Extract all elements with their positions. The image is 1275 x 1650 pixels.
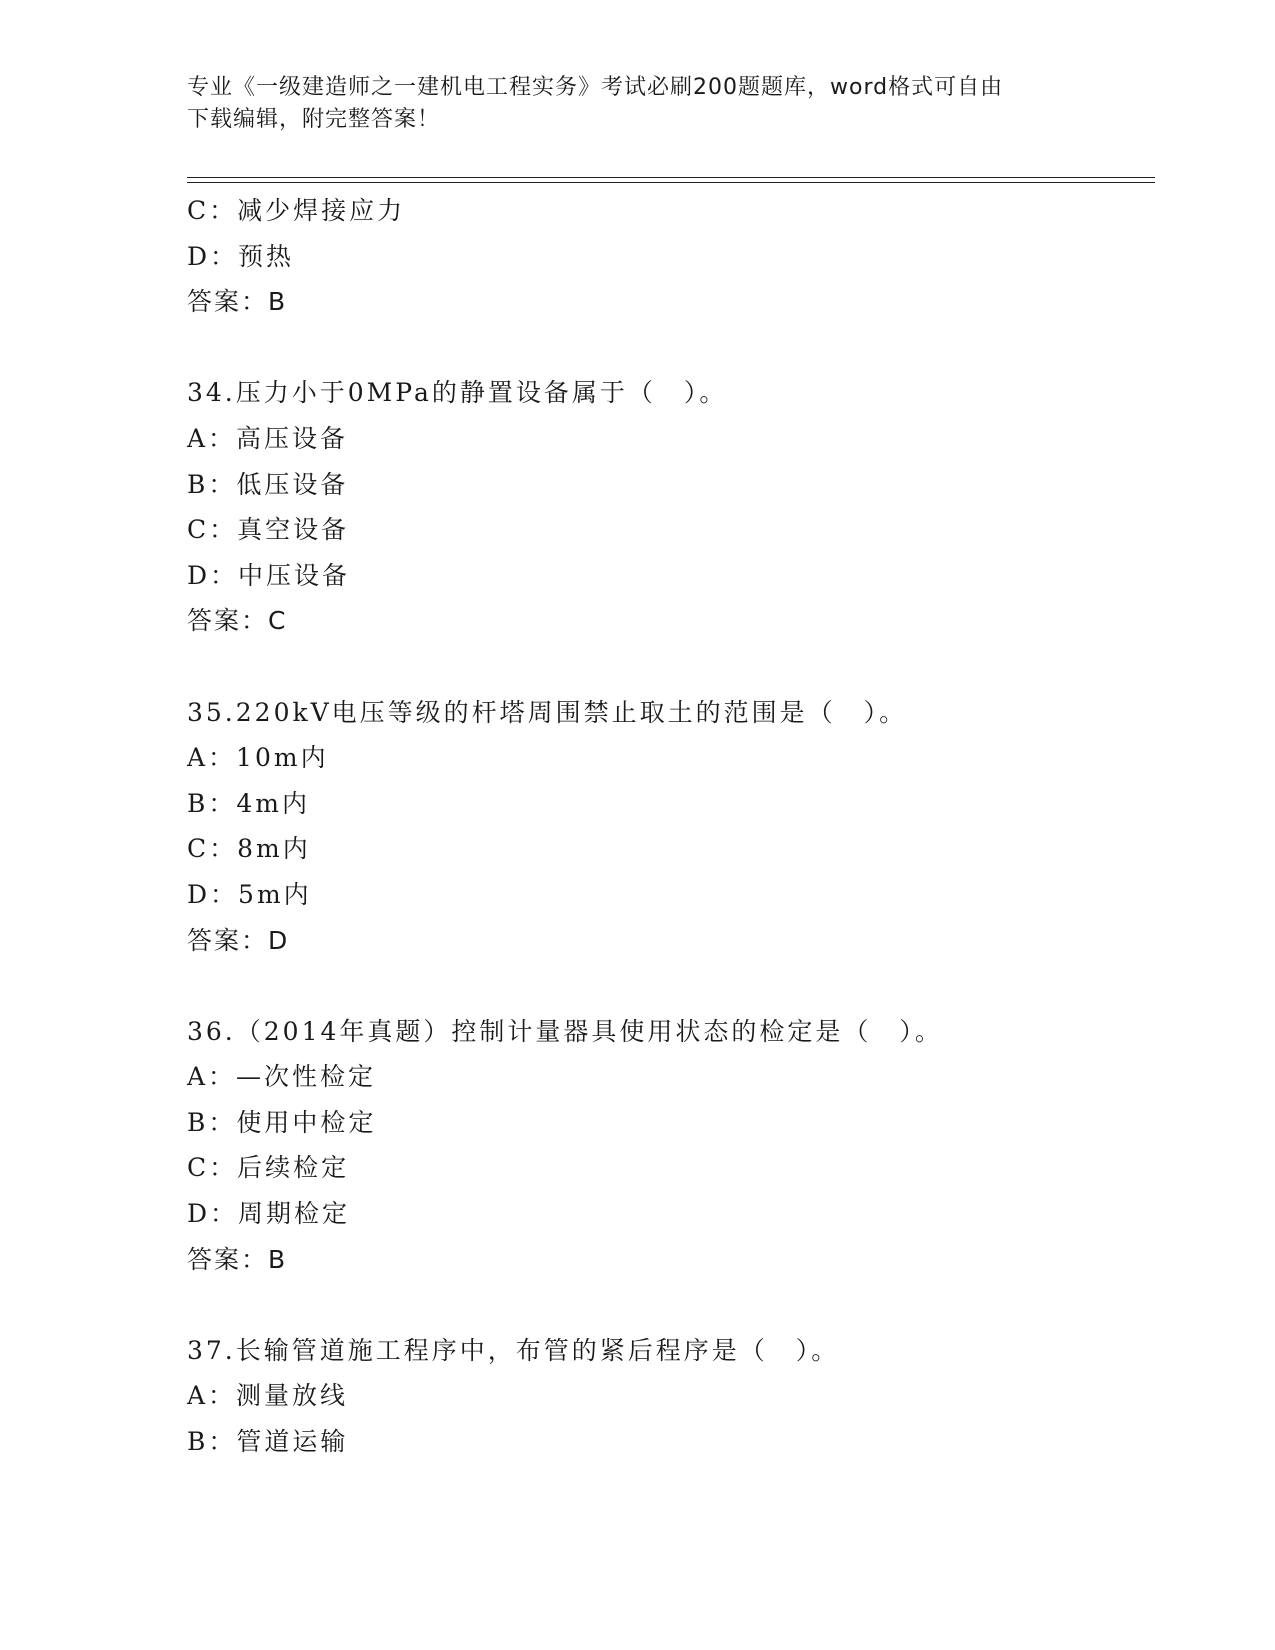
answer-line: 答案：C [187, 606, 288, 636]
option-d: D：5m内 [187, 879, 312, 909]
option-c: C：后续检定 [187, 1153, 350, 1183]
answer-line: 答案：B [187, 1244, 288, 1274]
option-a: A：高压设备 [187, 423, 349, 453]
header-divider-bottom [187, 182, 1155, 183]
answer-line: 答案：B [187, 287, 288, 317]
spacer [187, 1282, 1155, 1328]
spacer [187, 325, 1155, 371]
question-text: 35.220kV电压等级的杆塔周围禁止取土的范围是（ ）。 [187, 697, 908, 727]
question-list [187, 188, 1155, 1465]
question-block-35 [187, 690, 1155, 1009]
option-b: B：管道运输 [187, 1427, 349, 1457]
question-text: 34.压力小于0MPa的静置设备属于（ ）。 [187, 378, 728, 408]
option-b: B：4m内 [187, 788, 310, 818]
option-c: C：减少焊接应力 [187, 196, 406, 225]
question-block-partial [187, 188, 1155, 370]
option-c: C：真空设备 [187, 515, 350, 545]
option-b: B：低压设备 [187, 469, 349, 499]
question-block-37 [187, 1328, 1155, 1465]
option-a: A：测量放线 [187, 1381, 349, 1411]
spacer [187, 963, 1155, 1009]
question-block-36 [187, 1009, 1155, 1328]
spacer [187, 644, 1155, 690]
question-text: 36.（2014年真题）控制计量器具使用状态的检定是（ ）。 [187, 1016, 943, 1046]
option-a: A：10m内 [187, 743, 329, 773]
option-a: A：—次性检定 [187, 1062, 377, 1092]
question-text: 37.长输管道施工程序中，布管的紧后程序是（ ）。 [187, 1335, 840, 1365]
option-b: B：使用中检定 [187, 1107, 377, 1137]
header-divider-top [187, 177, 1155, 178]
option-c: C：8m内 [187, 834, 311, 864]
option-d: D：周期检定 [187, 1199, 351, 1229]
option-d: D：中压设备 [187, 560, 351, 590]
option-d: D：预热 [187, 241, 295, 271]
header-line-2: 下载编辑，附完整答案！ [187, 107, 441, 132]
document-header [187, 72, 1087, 136]
question-block-34 [187, 370, 1155, 689]
header-line-1: 专业《一级建造师之一建机电工程实务》考试必刷200题题库，word格式可自由 [187, 75, 1004, 100]
answer-line: 答案：D [187, 925, 290, 955]
